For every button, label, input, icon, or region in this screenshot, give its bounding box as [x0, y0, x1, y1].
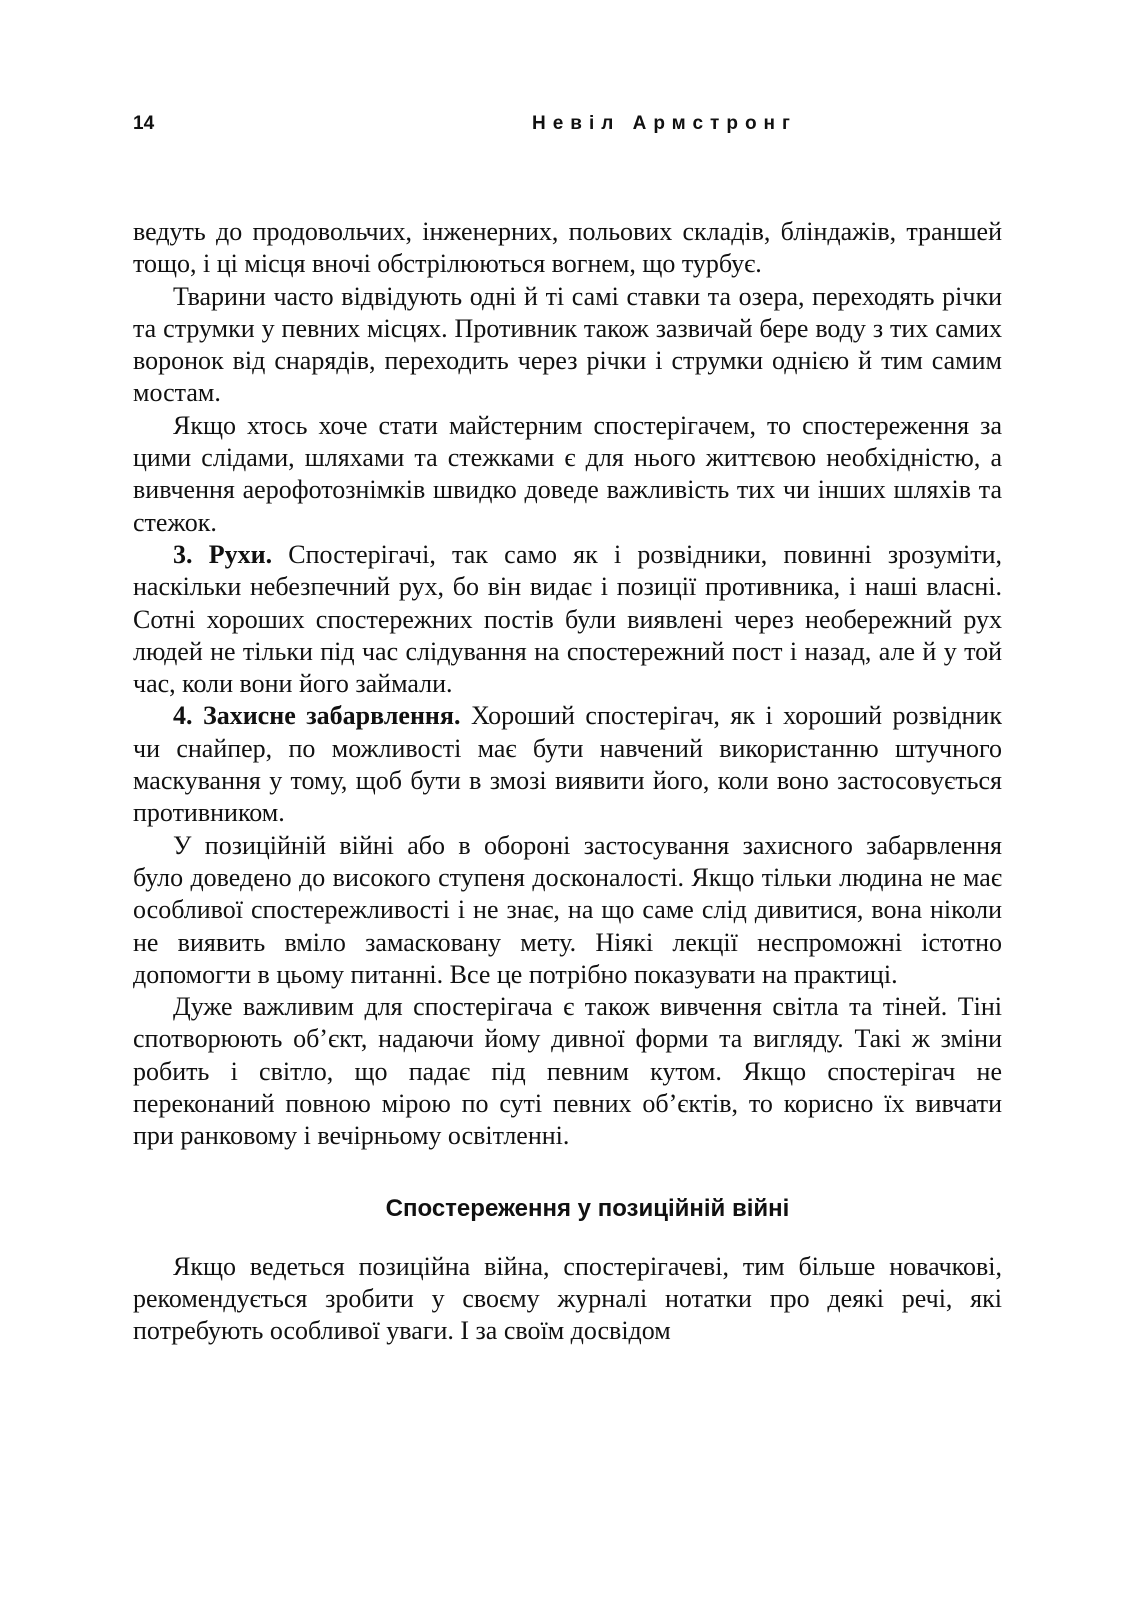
paragraph-lead: 3. Рухи. [173, 539, 273, 569]
paragraph-4 [133, 539, 1002, 700]
paragraph-7 [133, 991, 1002, 1152]
running-header [133, 112, 1011, 142]
paragraph-1 [133, 216, 1002, 281]
paragraph-8 [133, 1251, 1002, 1348]
paragraph-text: Хороший спостерігач, як і хороший розвідник чи снайпер, по можливості має бути навчений використанню штучного маскування у тому, щоб бути в змозі виявити його, коли воно застосовується противником. [133, 701, 1002, 828]
paragraph-text: Якщо хтось хоче стати майстерним спостерігачем, то спостереження за цими слідами, шляхами та стежками є для нього життєвою необхідністю, а вивчення аерофотознімків швидко доведе важливість тих чи інших шляхів та стежок. [133, 410, 1002, 537]
paragraph-5 [133, 700, 1002, 829]
running-title: Невіл Армстронг [532, 113, 797, 134]
paragraph-6 [133, 830, 1002, 991]
paragraph-lead: 4. Захисне забарвлення. [173, 701, 461, 731]
body-text [133, 216, 1002, 1348]
section-heading: Спостереження у позиційній війні [385, 1194, 790, 1222]
paragraph-text: Дуже важливим для спостерігача є також вивчення світла та тіней. Тіні спотворюють об’єкт, надаючи йому дивної форми та вигляду. Такі ж зміни робить і світло, що падає під певним кутом. Якщо спостерігач не переконаний повною мірою по суті певних об’єктів, то корисно їх вивчати при ранковому і вечірньому освітленні. [133, 992, 1002, 1151]
paragraph-2 [133, 281, 1002, 410]
paragraph-text: Тварини часто відвідують одні й ті самі ставки та озера, переходять річки та струмки у певних місцях. Противник також зазвичай бере воду з тих самих воронок від снарядів, переходить через річки і струмки однією й тим самим мостам. [133, 281, 1002, 408]
paragraph-text: Спостерігачі, так само як і розвідники, повинні зрозуміти, наскільки небезпечний рух, бо він видає і позиції противника, і наші власні. Сотні хороших спостережних постів були виявлені через необережний рух людей не тільки під час слідування на спостережний пост і назад, але й у той час, коли вони його займали. [133, 539, 1002, 699]
paragraph-3 [133, 410, 1002, 539]
paragraph-text: ведуть до продовольчих, інженерних, польових складів, бліндажів, траншей тощо, і ці місця вночі обстрілюються вогнем, що турбує. [133, 217, 1002, 279]
paragraph-text: У позиційній війні або в обороні застосування захисного забарвлення було доведено до високого ступеня досконалості. Якщо тільки людина не має особливої спостережливості і не знає, на що саме слід дивитися, вона ніколи не виявить вміло замасковану мету. Ніякі лекції неспроможні істотно допомогти в цьому питанні. Все це потрібно показувати на практиці. [133, 830, 1002, 989]
paragraph-text: Якщо ведеться позиційна війна, спостерігачеві, тим більше новачкові, рекомендується зробити у своєму журналі нотатки про деякі речі, які потребують особливої уваги. І за своїм досвідом [133, 1251, 1002, 1346]
page-number: 14 [133, 113, 155, 134]
